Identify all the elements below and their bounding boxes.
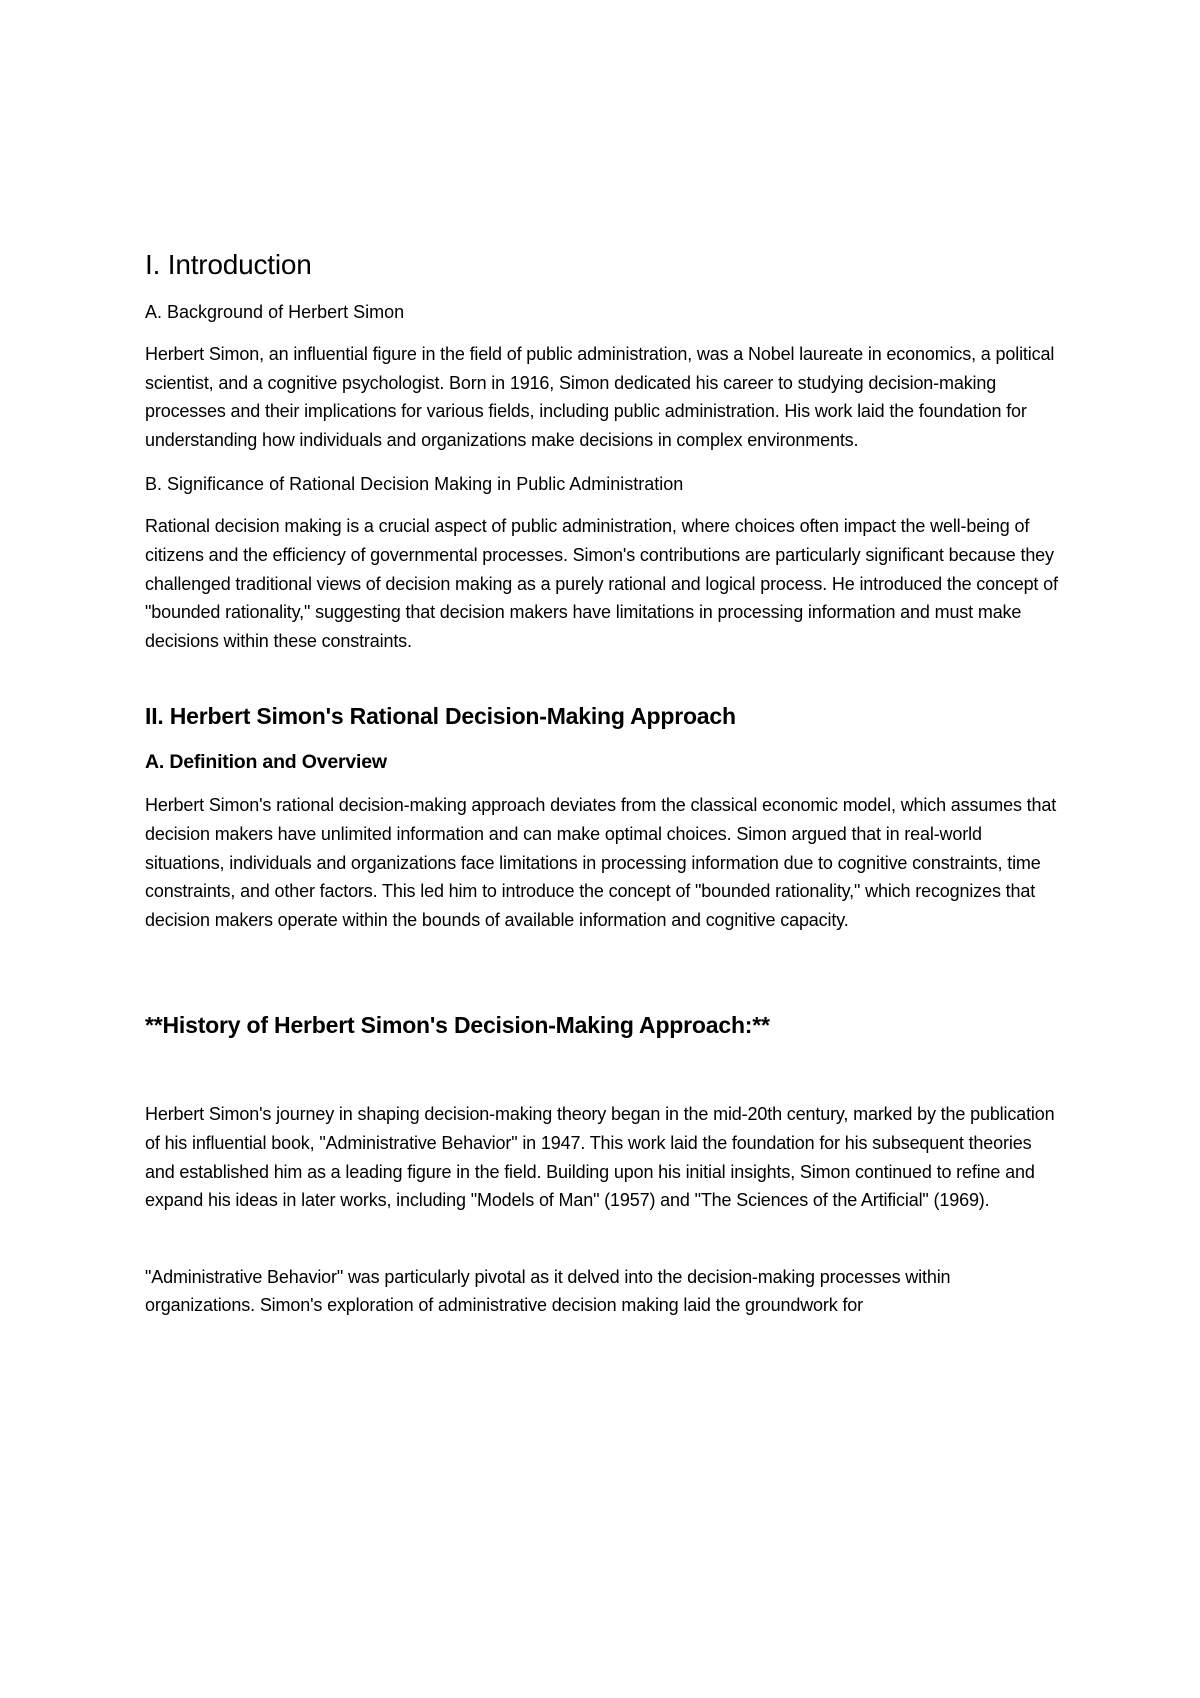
paragraph-background: Herbert Simon, an influential figure in the field of public administration, was a Nobel laureate in economics, a political scientist, and a cognitive psychologist. Born in 1916, Simon dedicated his career to studying decision-making processes and their implications for various fields, including public administration. His work laid the foundation for understanding how individuals and organizations make decisions in complex environments. xyxy=(145,344,1055,450)
paragraph-history-2: "Administrative Behavior" was particularly pivotal as it delved into the decision-making processes within organizations. Simon's exploration of administrative decision making laid the groundwork for xyxy=(145,1266,951,1316)
subheading-definition: A. Definition and Overview xyxy=(145,751,387,774)
section-heading-introduction: I. Introduction xyxy=(145,249,312,280)
subheading-background: A. Background of Herbert Simon xyxy=(145,302,405,322)
paragraph-definition: Herbert Simon's rational decision-making approach deviates from the classical economic model, which assumes that decision makers have unlimited information and can make optimal choices. Simon argued that in real-world situations, individuals and organizations face limitations in processing information due to cognitive constraints, time constraints, and other factors. This led him to introduce the concept of "bounded rationality," which recognizes that decision makers operate within the bounds of available information and cognitive capacity. xyxy=(145,795,1057,930)
document-body xyxy=(145,248,1065,1334)
paragraph-significance: Rational decision making is a crucial aspect of public administration, where choices often impact the well-being of citizens and the efficiency of governmental processes. Simon's contributions are particularly significant because they challenged traditional views of decision making as a purely rational and logical process. He introduced the concept of "bounded rationality," suggesting that decision makers have limitations in processing information and must make decisions within these constraints. xyxy=(145,516,1058,651)
section-heading-history: **History of Herbert Simon's Decision-Making Approach:** xyxy=(145,1012,770,1039)
paragraph-history-1: Herbert Simon's journey in shaping decision-making theory began in the mid-20th century, marked by the publication of his influential book, "Administrative Behavior" in 1947. This work laid the foundation for his subsequent theories and established him as a leading figure in the field. Building upon his initial insights, Simon continued to refine and expand his ideas in later works, including "Models of Man" (1957) and "The Sciences of the Artificial" (1969). xyxy=(145,1104,1055,1211)
subheading-significance: B. Significance of Rational Decision Making in Public Administration xyxy=(145,474,684,495)
section-heading-approach: II. Herbert Simon's Rational Decision-Making Approach xyxy=(145,703,736,730)
